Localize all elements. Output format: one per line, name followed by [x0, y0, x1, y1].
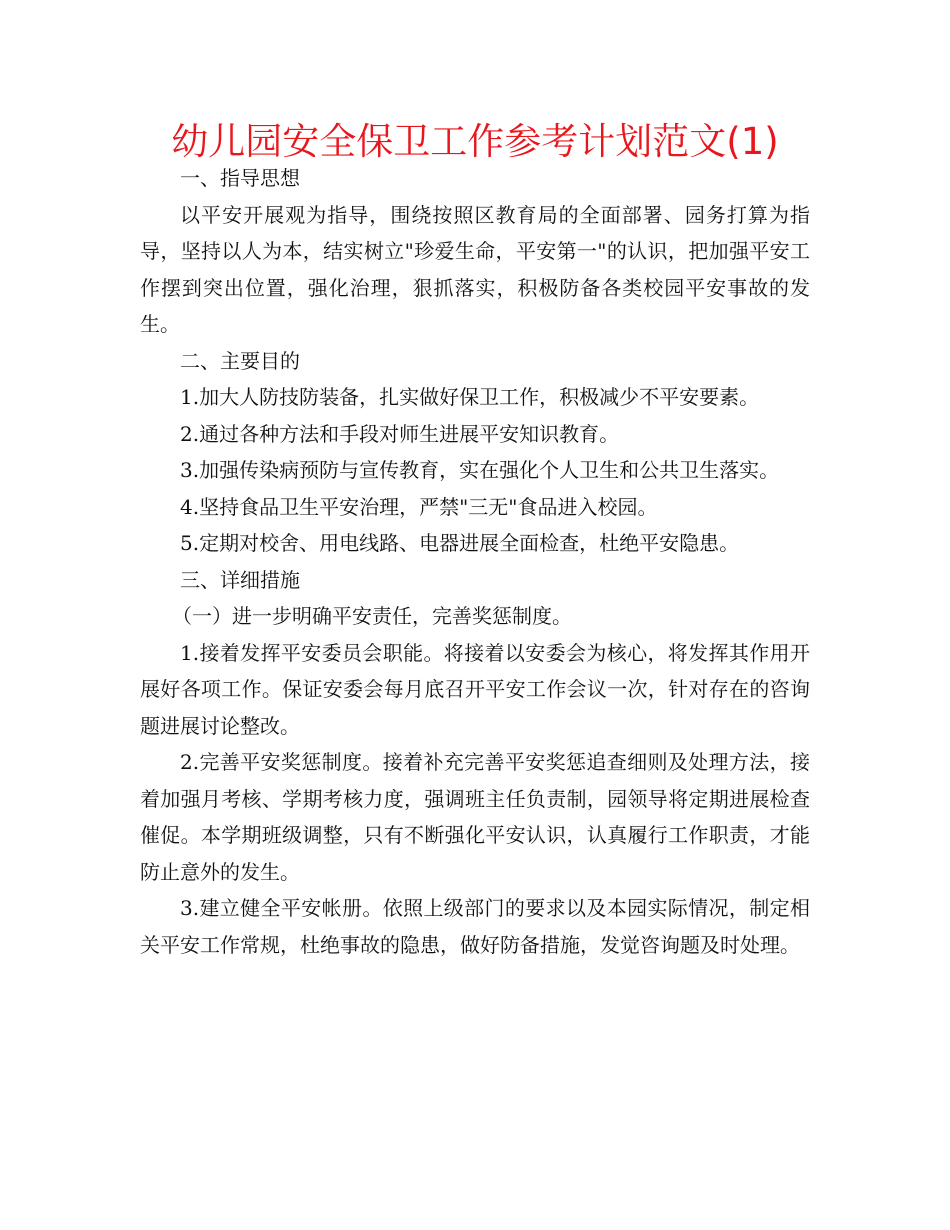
goal-item-5: 5.定期对校舍、用电线路、电器进展全面检查，杜绝平安隐患。: [180, 531, 740, 555]
section-heading-measures: 三、详细措施: [180, 567, 300, 592]
goal-item-4: 4.坚持食品卫生平安治理，严禁"三无"食品进入校园。: [180, 494, 658, 519]
section-heading-main-goals: 二、主要目的: [180, 348, 300, 373]
measure-item-2: 2.完善平安奖惩制度。接着补充完善平安奖惩追查细则及处理方法，接着加强月考核、学期考核力度，强调班主任负责制，园领导将定期进展检查催促。本学期班级调整，只有不断强化平安认识，认真履行工作职责，才能防止意外的发生。: [140, 750, 810, 884]
document-title: 幼儿园安全保卫工作参考计划范文(1): [171, 120, 779, 163]
document-body: [140, 160, 810, 963]
goal-item-2: 2.通过各种方法和手段对师生进展平安知识教育。: [180, 421, 620, 446]
measure-item-1: 1.接着发挥平安委员会职能。将接着以安委会为核心，将发挥其作用开展好各项工作。保证安委会每月底召开平安工作会议一次，针对存在的咨询题进展讨论整改。: [140, 640, 810, 738]
measure-item-3: 3.建立健全平安帐册。依照上级部门的要求以及本园实际情况，制定相关平安工作常规，杜绝事故的隐患，做好防备措施，发觉咨询题及时处理。: [140, 896, 810, 957]
goal-item-3: 3.加强传染病预防与宣传教育，实在强化个人卫生和公共卫生落实。: [180, 458, 780, 482]
section-heading-guiding-thought: 一、指导思想: [180, 166, 300, 190]
paragraph-guiding-thought: 以平安开展观为指导，围绕按照区教育局的全面部署、园务打算为指导，坚持以人为本，结实树立"珍爱生命，平安第一"的认识，把加强平安工作摆到突出位置，强化治理，狠抓落实，积极防备各类校园平安事故的发生。: [140, 202, 810, 336]
goal-item-1: 1.加大人防技防装备，扎实做好保卫工作，积极减少不平安要素。: [180, 385, 760, 409]
subsection-heading-responsibility: （一）进一步明确平安责任，完善奖惩制度。: [172, 604, 572, 628]
